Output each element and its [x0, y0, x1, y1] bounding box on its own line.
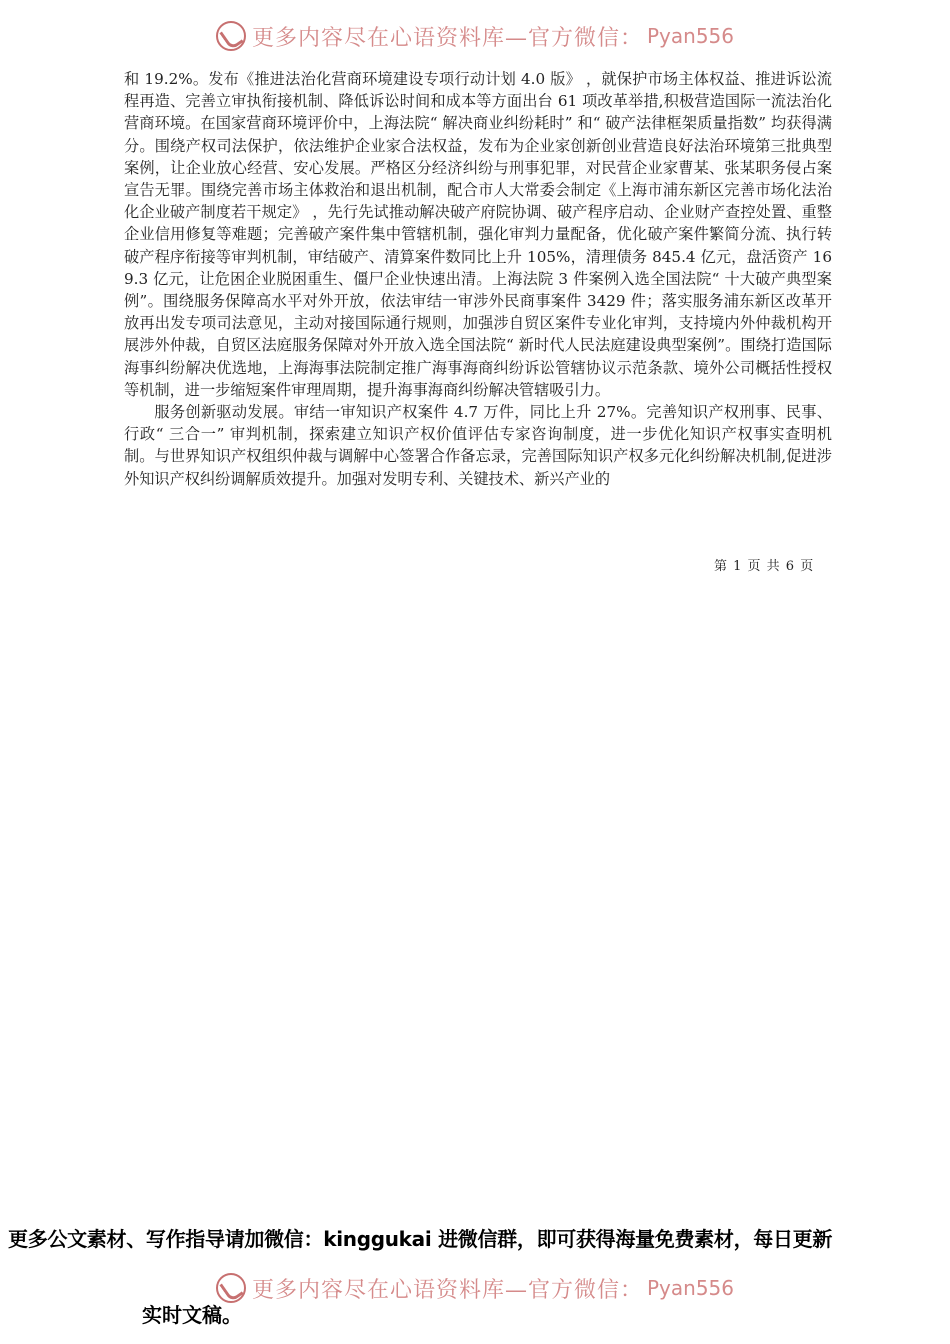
- body-paragraph-1: 和 19.2%。发布《推进法治化营商环境建设专项行动计划 4.0 版》 ，就保护市场主体权益、推进诉讼流程再造、完善立审执衔接机制、降低诉讼时间和成本等方面出台 61 项改革举措,积极营造国际一流法治化营商环境。在国家营商环境评价中，上海法院“ 解决商业纠纷耗时” 和“ 破产法律框架质量指数” 均获得满分。围绕产权司法保护，依法维护企业家合法权益，发布为企业家创新创业营造良好法治环境第三批典型案例，让企业放心经营、安心发展。严格区分经济纠纷与刑事犯罪，对民营企业家曹某、张某职务侵占案宣告无罪。围绕完善市场主体救治和退出机制，配合市人大常委会制定《上海市浦东新区完善市场化法治化企业破产制度若干规定》 ，先行先试推动解决破产府院协调、破产程序启动、企业财产查控处置、重整企业信用修复等难题；完善破产案件集中管辖机制，强化审判力量配备，优化破产案件繁简分流、执行转破产程序衔接等审判机制，审结破产、清算案件数同比上升 105%，清理债务 845.4 亿元，盘活资产 169.3 亿元，让危困企业脱困重生、僵尸企业快速出清。上海法院 3 件案例入选全国法院“ 十大破产典型案例”。围绕服务保障高水平对外开放，依法审结一审涉外民商事案件 3429 件；落实服务浦东新区改革开放再出发专项司法意见，主动对接国际通行规则，加强涉自贸区案件专业化审判，支持境内外仲裁机构开展涉外仲裁，自贸区法庭服务保障对外开放入选全国法院“ 新时代人民法庭建设典型案例”。围绕打造国际海事纠纷解决优选地，上海海事法院制定推广海事海商纠纷诉讼管辖协议示范条款、境外公司概括性授权等机制，进一步缩短案件审理周期，提升海事海商纠纷解决管辖吸引力。: [124, 70, 832, 399]
- watermark-footer: [0, 1268, 950, 1308]
- promo-line-1: 更多公文素材、写作指导请加微信：kinggukai 进微信群，即可获得海量免费素材，每日更新: [8, 1227, 833, 1251]
- body-paragraph-2: 服务创新驱动发展。审结一审知识产权案件 4.7 万件，同比上升 27%。完善知识产权刑事、民事、行政“ 三合一” 审判机制，探索建立知识产权价值评估专家咨询制度，进一步优化知识产权事实查明机制。与世界知识产权组织仲裁与调解中心签署合作备忘录，完善国际知识产权多元化纠纷解决机制,促进涉外知识产权纠纷调解质效提升。加强对发明专利、关键技术、新兴产业的: [124, 403, 832, 488]
- page-number: 第 1 页 共 6 页: [714, 559, 815, 574]
- document-body: [124, 68, 832, 490]
- watermark-logo-icon: [216, 21, 246, 51]
- watermark-id: Pyan556: [647, 1276, 735, 1300]
- watermark-logo-icon: [216, 1273, 246, 1303]
- watermark-text: 更多内容尽在心语资料库—官方微信：: [251, 1277, 643, 1303]
- watermark-id: Pyan556: [647, 24, 735, 48]
- watermark-text: 更多内容尽在心语资料库—官方微信：: [251, 25, 643, 51]
- watermark-header: [0, 16, 950, 56]
- promo-line-2: 实时文稿。: [142, 1303, 242, 1327]
